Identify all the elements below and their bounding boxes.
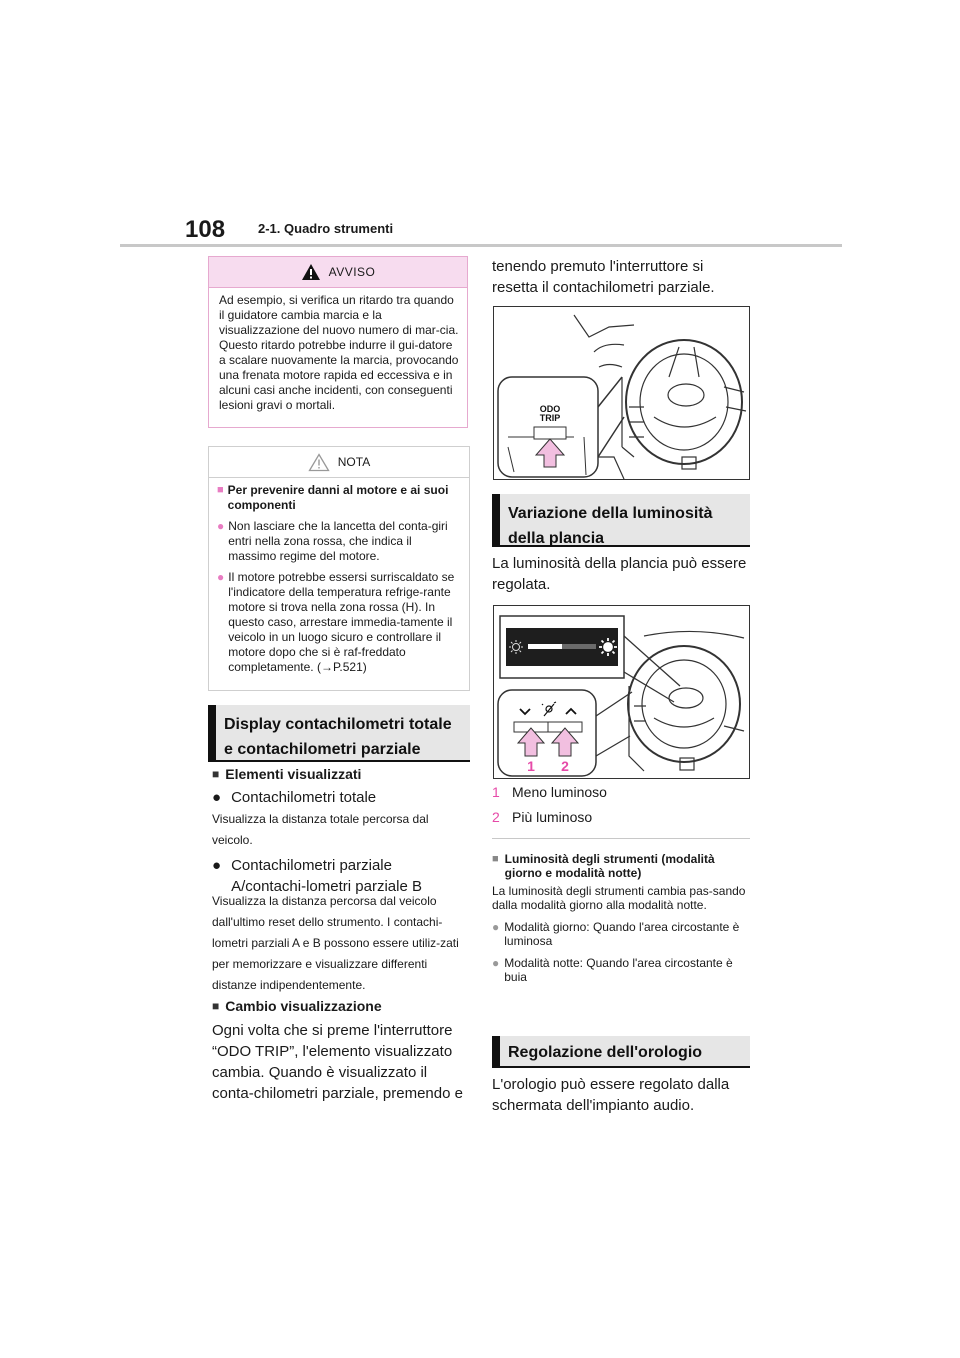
display-change-paragraph: Ogni volta che si preme l'interruttore “ODO TRIP”, l'elemento visualizzato cambia. Quando è visualizzato il conta-chilometri parziale, premendo e <box>212 1022 463 1102</box>
pink-bullet-icon: ● <box>217 519 225 533</box>
reset-paragraph: tenendo premuto l'interruttore si resetta il contachilometri parziale. <box>492 258 715 296</box>
subheading-text: Elementi visualizzati <box>225 766 362 782</box>
grey-square-icon: ■ <box>492 853 499 865</box>
odometer-description: Visualizza la distanza totale percorsa dal veicolo. <box>212 812 429 847</box>
dashboard-illustration <box>494 307 750 480</box>
page-number: 108 <box>185 216 226 243</box>
brightness-legend <box>492 784 750 834</box>
square-icon: ■ <box>212 767 220 781</box>
odo-trip-label: ODO <box>539 404 561 414</box>
section-heading-brightness: Variazione della luminosità della plancia <box>492 494 750 547</box>
note-body <box>209 478 469 675</box>
instrument-brightness-block <box>492 852 750 984</box>
warning-title: AVVISO <box>328 265 376 279</box>
odo-trip-figure <box>493 306 750 480</box>
divider <box>492 838 750 839</box>
warning-text: Ad esempio, si verifica un ritardo tra quando il guidatore cambia marcia e la visualizzazione del nuovo numero di mar-cia. Questo ritardo potrebbe indurre il gui-datore a scalare nuovamente la marcia, provocando una frenata motore rapida ed eccessiva e in alcuni casi anche incidenti, con conseguenti lesioni gravi o mortali. <box>219 293 459 412</box>
callout-1: 1 <box>527 758 535 774</box>
note-box <box>208 446 470 691</box>
grey-bullet-icon: ● <box>492 920 500 934</box>
bright-sun-icon <box>599 638 617 656</box>
caution-icon <box>308 453 330 472</box>
legend-number: 1 <box>492 784 500 800</box>
pink-bullet-icon: ● <box>217 570 225 584</box>
day-night-description: La luminosità degli strumenti cambia pas-sando dalla modalità giorno alla modalità notte. <box>492 884 746 912</box>
legend-text: Più luminoso <box>512 809 593 825</box>
warning-box <box>208 256 468 428</box>
warning-icon <box>301 263 321 281</box>
bullet-odometer <box>212 787 470 808</box>
chapter-title: 2-1. Quadro strumenti <box>258 221 394 236</box>
brightness-paragraph: La luminosità della plancia può essere regolata. <box>492 555 747 593</box>
bullet-text: Contachilometri parziale A/contachi-lometri parziale B <box>231 857 422 895</box>
note-item-2: Il motore potrebbe essersi surriscaldato se l'indicatore della temperatura refrige-rante motore si trova nella zona rossa (H). In questo caso, arrestare immedia-tamente il veicolo in un luogo sicuro e controllare il motore dopo che si è raf-freddato completamente. (→P.521) <box>228 570 455 674</box>
bullet-text: Contachilometri totale <box>231 789 377 806</box>
square-icon: ■ <box>212 999 220 1013</box>
brightness-figure <box>493 605 750 779</box>
grey-bullet-icon: ● <box>492 956 500 970</box>
trip-meter-description: Visualizza la distanza percorsa dal veicolo dall'ultimo reset dello strumento. I contachi-lometri parziali A e B possono essere utiliz-zati per memorizzare e visualizzare differenti distanze indipendentemente. <box>212 894 459 992</box>
pink-square-icon: ■ <box>217 484 224 496</box>
legend-row <box>492 809 750 834</box>
note-item-1: Non lasciare che la lancetta del conta-giri entri nella zona rossa, che indica il massimo regime del motore. <box>228 519 448 563</box>
subheading-displayed-items <box>212 766 361 782</box>
note-title: NOTA <box>337 455 371 469</box>
day-mode-text: Modalità giorno: Quando l'area circostante è luminosa <box>504 920 740 948</box>
night-mode-text: Modalità notte: Quando l'area circostante è buia <box>504 956 733 984</box>
note-heading: Per prevenire danni al motore e ai suoi componenti <box>227 483 449 512</box>
bullet-icon: ● <box>212 789 222 806</box>
callout-2: 2 <box>561 758 569 774</box>
header-rule <box>120 244 842 247</box>
section-heading-odometer: Display contachilometri totale e contachilometri parziale <box>208 705 470 762</box>
odo-trip-label-2: TRIP <box>539 413 561 423</box>
note-header <box>209 447 469 478</box>
clock-paragraph: L'orologio può essere regolato dalla schermata dell'impianto audio. <box>492 1076 730 1114</box>
subheading-text: Cambio visualizzazione <box>225 998 382 1014</box>
subheading-display-change <box>212 998 382 1014</box>
brightness-illustration <box>494 606 750 779</box>
legend-text: Meno luminoso <box>512 784 607 800</box>
section-heading-clock: Regolazione dell'orologio <box>492 1036 750 1068</box>
warning-header <box>209 257 467 288</box>
legend-row <box>492 784 750 809</box>
bullet-icon: ● <box>212 857 222 874</box>
subheading-day-night: Luminosità degli strumenti (modalità giorno e modalità notte) <box>504 852 715 880</box>
legend-number: 2 <box>492 809 500 825</box>
